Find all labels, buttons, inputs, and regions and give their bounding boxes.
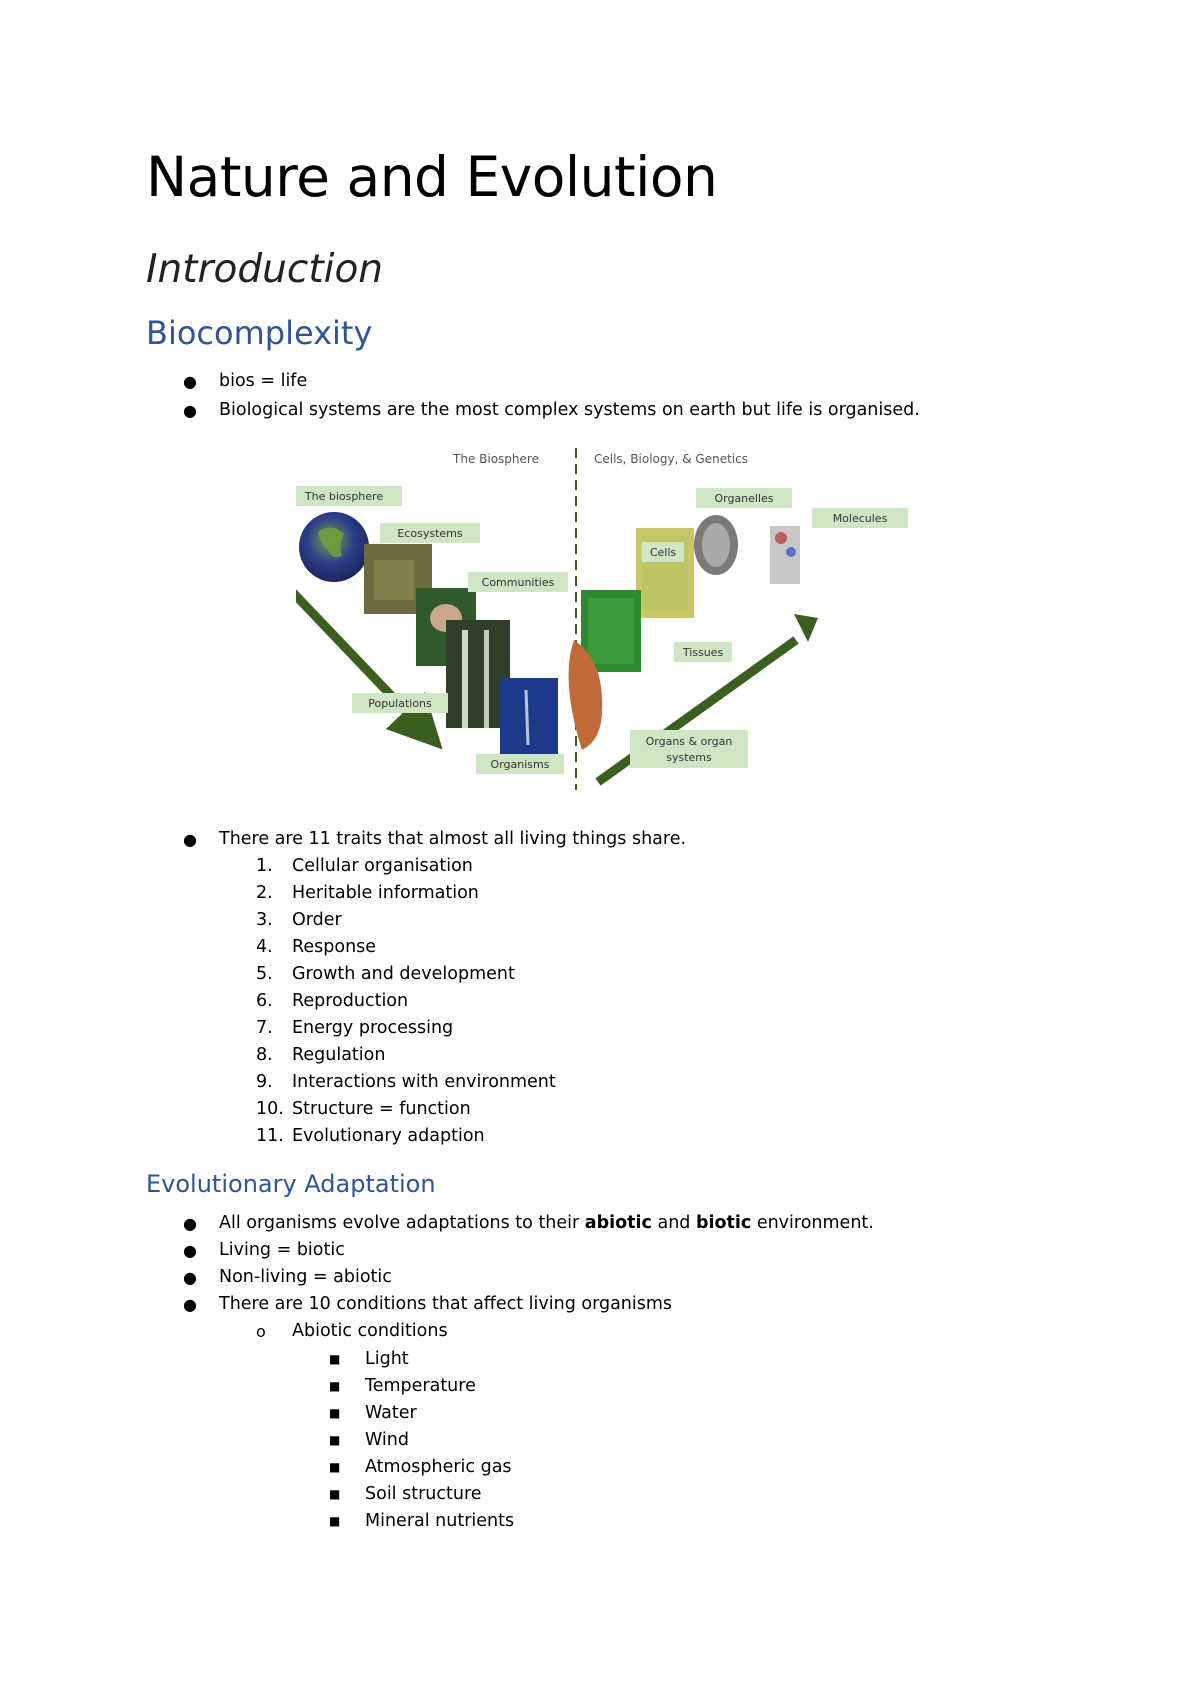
figure-header-cells: Cells, Biology, & Genetics <box>594 452 748 466</box>
label-organelles: Organelles <box>714 492 774 505</box>
label-organs-line2: systems <box>666 751 712 764</box>
list-number: 6. <box>256 991 273 1011</box>
list-item-text: Atmospheric gas <box>365 1457 512 1477</box>
square-marker: ■ <box>329 1406 341 1420</box>
square-marker: ■ <box>329 1379 341 1393</box>
list-item-text: There are 11 traits that almost all living things share. <box>219 829 687 849</box>
list-item-text: Non-living = abiotic <box>219 1267 392 1287</box>
list-number: 4. <box>256 937 273 957</box>
list-item-text: Temperature <box>365 1376 476 1396</box>
list-item-text: All organisms evolve adaptations to their abiotic and biotic environment. <box>219 1213 874 1233</box>
label-ecosystems: Ecosystems <box>397 527 463 540</box>
list-item-text: Reproduction <box>292 991 409 1011</box>
label-organisms: Organisms <box>490 758 550 771</box>
list-item-text: bios = life <box>219 371 308 391</box>
list-number: 2. <box>256 883 273 903</box>
label-organs-line1: Organs & organ <box>645 735 733 748</box>
list-item-text: Order <box>292 910 342 930</box>
list-number: 7. <box>256 1018 273 1038</box>
bullet-marker: ● <box>183 1241 197 1260</box>
list-number: 9. <box>256 1072 273 1092</box>
bold-term-biotic: biotic <box>695 1213 752 1233</box>
list-item-text: Structure = function <box>292 1099 471 1119</box>
section-introduction: Introduction <box>146 247 384 292</box>
square-marker: ■ <box>329 1514 341 1528</box>
list-item-text: Abiotic conditions <box>292 1321 448 1341</box>
label-cells: Cells <box>649 546 677 559</box>
list-number: 10. <box>256 1099 284 1119</box>
list-item-text: Energy processing <box>292 1018 454 1038</box>
list-number: 11. <box>256 1126 284 1146</box>
bullet-marker: ● <box>183 1214 197 1233</box>
label-populations: Populations <box>368 697 432 710</box>
bullet-marker: ● <box>183 372 197 391</box>
bullet-marker: ● <box>183 401 197 420</box>
list-item-text: Regulation <box>292 1045 386 1065</box>
list-item-text: Cellular organisation <box>292 856 473 876</box>
list-item-text: There are 10 conditions that affect living organisms <box>219 1294 673 1314</box>
list-number: 3. <box>256 910 273 930</box>
list-item-text: Growth and development <box>292 964 515 984</box>
square-marker: ■ <box>329 1460 341 1474</box>
list-number: 1. <box>256 856 273 876</box>
label-molecules: Molecules <box>832 512 888 525</box>
list-number: 5. <box>256 964 273 984</box>
circle-marker: o <box>256 1322 266 1341</box>
list-item-text: Response <box>292 937 377 957</box>
label-biosphere: The biosphere <box>304 490 384 503</box>
list-item-text: Heritable information <box>292 883 479 903</box>
list-item-text: Interactions with environment <box>292 1072 556 1092</box>
list-item-text: Living = biotic <box>219 1240 345 1260</box>
bold-term-abiotic: abiotic <box>584 1213 652 1233</box>
list-item-text: Soil structure <box>365 1484 482 1504</box>
document-title: Nature and Evolution <box>146 145 718 209</box>
list-item-text: Biological systems are the most complex systems on earth but life is organised. <box>219 400 920 420</box>
square-marker: ■ <box>329 1487 341 1501</box>
heading-evolutionary-adaptation: Evolutionary Adaptation <box>146 1170 436 1198</box>
list-item-text: Wind <box>365 1430 409 1450</box>
figure-header-biosphere: The Biosphere <box>453 452 539 466</box>
list-number: 8. <box>256 1045 273 1065</box>
bullet-marker: ● <box>183 1268 197 1287</box>
bullet-marker: ● <box>183 830 197 849</box>
list-item-text: Mineral nutrients <box>365 1511 515 1531</box>
bullet-marker: ● <box>183 1295 197 1314</box>
list-item-text: Evolutionary adaption <box>292 1126 485 1146</box>
levels-of-organization-figure <box>296 440 908 792</box>
list-item-text: Light <box>365 1349 409 1369</box>
square-marker: ■ <box>329 1433 341 1447</box>
label-tissues: Tissues <box>682 646 724 659</box>
label-communities: Communities <box>481 576 555 589</box>
square-marker: ■ <box>329 1352 341 1366</box>
list-item-text: Water <box>365 1403 417 1423</box>
heading-biocomplexity: Biocomplexity <box>146 314 373 352</box>
